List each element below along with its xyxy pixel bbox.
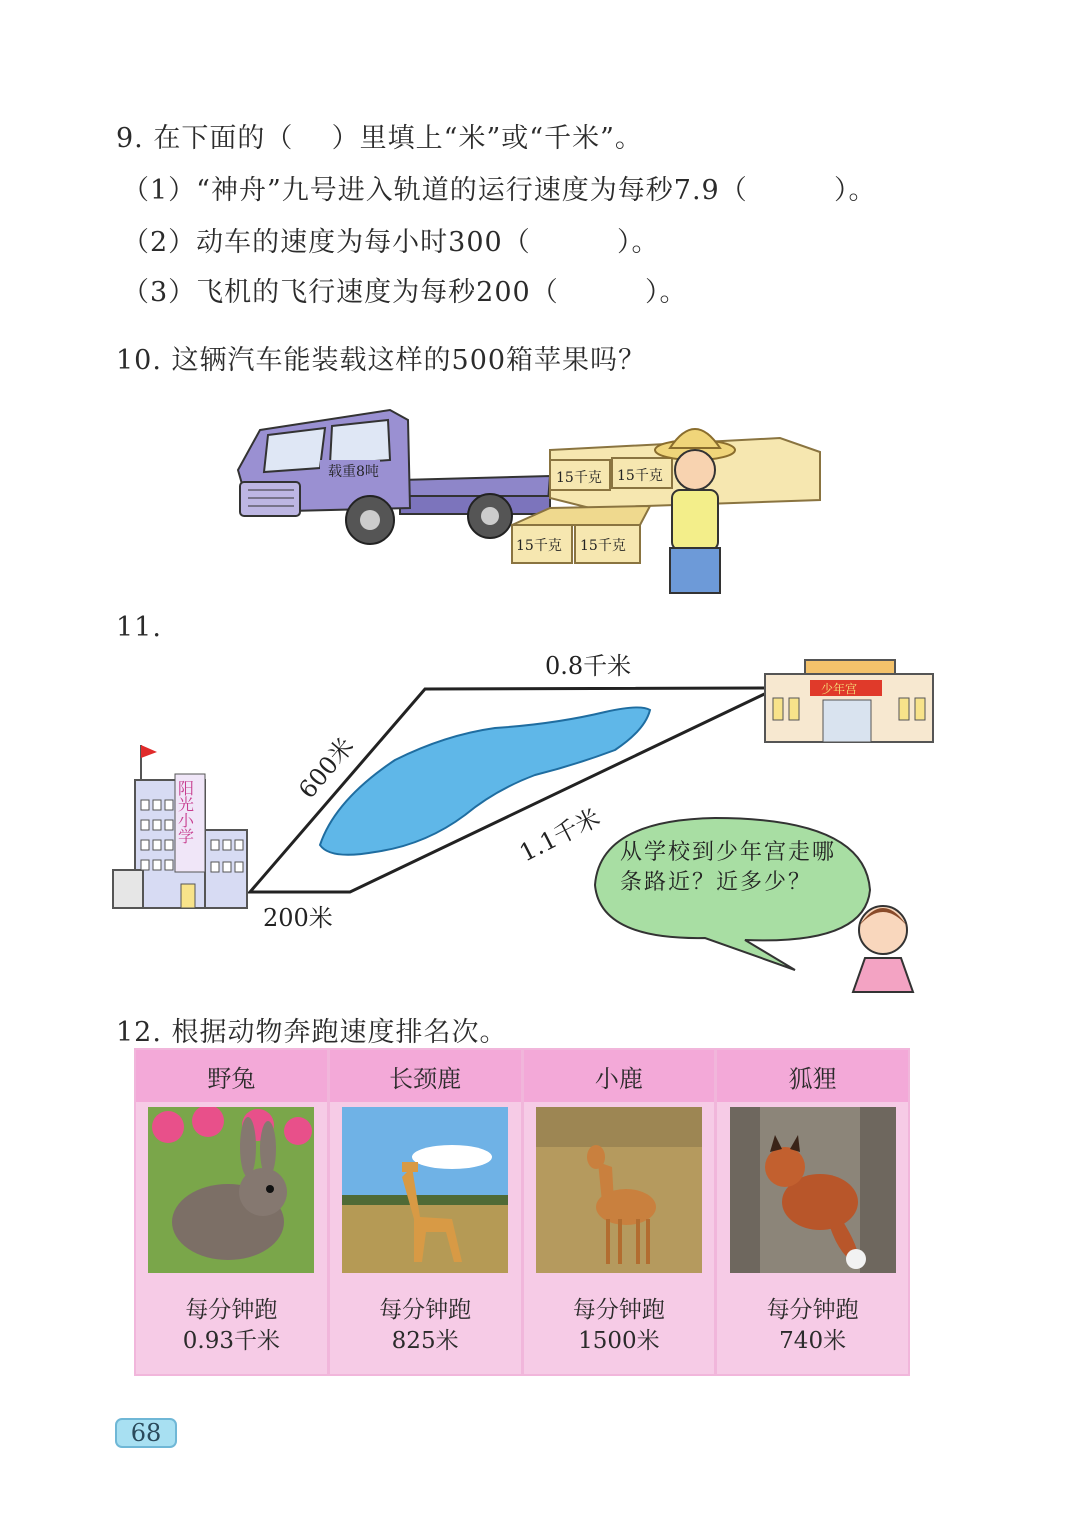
distance-base-label: 200米 xyxy=(263,904,333,932)
animal-card-rabbit xyxy=(136,1050,327,1374)
animal-speed xyxy=(330,1278,521,1374)
speed-value: 740米 xyxy=(779,1328,847,1354)
animal-name: 野兔 xyxy=(136,1050,327,1102)
animal-name: 长颈鹿 xyxy=(330,1050,521,1102)
speed-value: 0.93千米 xyxy=(182,1328,280,1354)
q12-title: 12. 根据动物奔跑速度排名次。 xyxy=(116,1017,508,1048)
q9-item-1: （1）“神舟”九号进入轨道的运行速度为每秒7.9（ ）。 xyxy=(122,175,877,206)
distance-bottom-label: 1.1千米 xyxy=(515,803,605,868)
school-building-icon xyxy=(113,745,247,908)
fox-photo xyxy=(717,1102,908,1278)
q11-title: 11. xyxy=(116,612,162,643)
speed-prefix: 每分钟跑 xyxy=(379,1297,472,1323)
distance-left-label: 600米 xyxy=(293,732,360,804)
truck-and-boxes-illustration xyxy=(220,390,840,595)
animal-speed-table xyxy=(134,1048,910,1376)
speed-prefix: 每分钟跑 xyxy=(572,1297,665,1323)
animal-card-deer xyxy=(524,1050,715,1374)
speed-prefix: 每分钟跑 xyxy=(766,1297,859,1323)
girl-avatar xyxy=(853,906,913,992)
speech-bubble-text: 从学校到少年宫走哪条路近？近多少？ xyxy=(620,840,837,895)
box-label: 15千克 xyxy=(516,538,562,554)
rabbit-photo xyxy=(136,1102,327,1278)
truck-load-label: 载重8吨 xyxy=(328,464,379,480)
school-name: 阳光小学 xyxy=(175,780,195,844)
animal-speed xyxy=(136,1278,327,1374)
speed-value: 825米 xyxy=(391,1328,459,1354)
giraffe-photo xyxy=(330,1102,521,1278)
page-number: 68 xyxy=(115,1418,177,1448)
speed-prefix: 每分钟跑 xyxy=(185,1297,278,1323)
lake xyxy=(320,707,650,854)
box-label: 15千克 xyxy=(580,538,626,554)
animal-speed xyxy=(717,1278,908,1374)
q9-title: 9. 在下面的（ ）里填上“米”或“千米”。 xyxy=(116,123,643,154)
palace-name: 少年宫 xyxy=(821,682,858,696)
deer-photo xyxy=(524,1102,715,1278)
animal-name: 狐狸 xyxy=(717,1050,908,1102)
box-label: 15千克 xyxy=(556,470,602,486)
youth-palace-icon xyxy=(765,660,933,742)
q9-item-3: （3）飞机的飞行速度为每秒200（ ）。 xyxy=(122,277,688,308)
q10-title: 10. 这辆汽车能装载这样的500箱苹果吗？ xyxy=(116,345,647,376)
animal-name: 小鹿 xyxy=(524,1050,715,1102)
animal-speed xyxy=(524,1278,715,1374)
speed-value: 1500米 xyxy=(578,1328,660,1354)
route-map-diagram xyxy=(105,640,945,1000)
animal-card-giraffe xyxy=(330,1050,521,1374)
box-label: 15千克 xyxy=(617,468,663,484)
animal-card-fox xyxy=(717,1050,908,1374)
distance-top-label: 0.8千米 xyxy=(545,652,632,680)
q9-item-2: （2）动车的速度为每小时300（ ）。 xyxy=(122,227,660,258)
